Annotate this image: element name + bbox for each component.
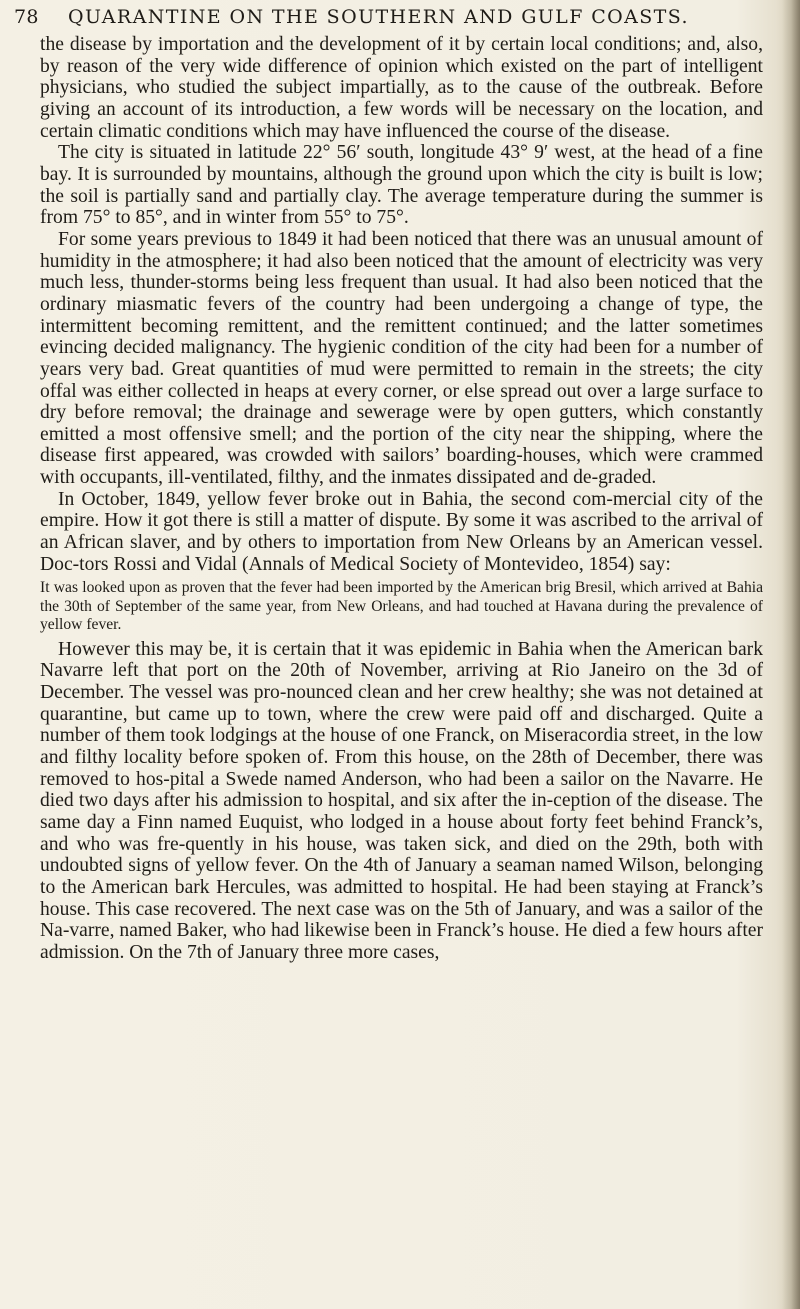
block-quote: It was looked upon as proven that the fever had been imported by the American brig Bresil, which arrived at Bahia the 30th of September of the same year, from New Orleans, and had touched at Havana during the prevalence of yellow fever.: [40, 579, 763, 634]
running-title: QUARANTINE ON THE SOUTHERN AND GULF COASTS.: [68, 6, 689, 28]
page-edge-shadow: [782, 0, 800, 1309]
paragraph-location: The city is situated in latitude 22° 56′ south, longitude 43° 9′ west, at the head of a fine bay. It is surrounded by mountains, although the ground upon which the city is built is low; the soil is partially sand and partially clay. The average temperature during the summer is from 75° to 85°, and in winter from 55° to 75°.: [40, 142, 763, 229]
paragraph-navarre: However this may be, it is certain that it was epidemic in Bahia when the American bark Navarre left that port on the 20th of November, arriving at Rio Janeiro on the 3d of December. The vessel was pro-nounced clean and her crew healthy; she was not detained at quarantine, but came up to town, where the crew were paid off and discharged. Quite a number of them took lodgings at the house of one Franck, on Miseracordia street, in the low and filthy locality before spoken of. From this house, on the 28th of December, there was removed to hos-pital a Swede named Anderson, who had been a sailor on the Navarre. He died two days after his admission to hospital, and six after the in-ception of the disease. The same day a Finn named Euquist, who lodged in a house about forty feet behind Franck’s, and who was fre-quently in his house, was taken sick, and died on the 29th, both with undoubted signs of yellow fever. On the 4th of January a seaman named Wilson, belonging to the American bark Hercules, was admitted to hospital. He had been staying at Franck’s house. This case recovered. The next case was on the 5th of January, and was a sailor of the Na-varre, named Baker, who had likewise been in Franck’s house. He died a few hours after admission. On the 7th of January three more cases,: [40, 638, 763, 963]
paragraph-bahia: In October, 1849, yellow fever broke out in Bahia, the second com-mercial city of the empire. How it got there is still a matter of dispute. By some it was ascribed to the arrival of an African slaver, and by others to importation from New Orleans by an American vessel. Doc-tors Rossi and Vidal (Annals of Medical Society of Montevideo, 1854) say:: [40, 488, 763, 575]
running-header: [14, 6, 760, 32]
paragraph-conditions: For some years previous to 1849 it had been noticed that there was an unusual amount of humidity in the atmosphere; it had also been noticed that the amount of electricity was very much less, thunder-storms being less frequent than usual. It had also been noticed that the ordinary miasmatic fevers of the country had been undergoing a change of type, the intermittent becoming remittent, and the remittent continued; and the latter sometimes evincing decided malignancy. The hygienic condition of the city had been for a number of years very bad. Great quantities of mud were permitted to remain in the streets; the city offal was either collected in heaps at every corner, or else spread out over a large surface to dry before removal; the drainage and sewerage were by open gutters, which constantly emitted a most offensive smell; and the portion of the city near the shipping, where the disease first appeared, was crowded with sailors’ boarding-houses, which were crammed with occupants, ill-ventilated, filthy, and the inmates dissipated and de-graded.: [40, 228, 763, 489]
body-text: [40, 34, 763, 963]
paragraph-continuation: the disease by importation and the development of it by certain local conditions; and, also, by reason of the very wide difference of opinion which existed on the part of intelligent physicians, who studied the subject impartially, as to the cause of the outbreak. Before giving an account of its introduction, a few words will be necessary on the location, and certain climatic conditions which may have influenced the course of the disease.: [40, 34, 763, 142]
page-number: 78: [14, 6, 39, 28]
